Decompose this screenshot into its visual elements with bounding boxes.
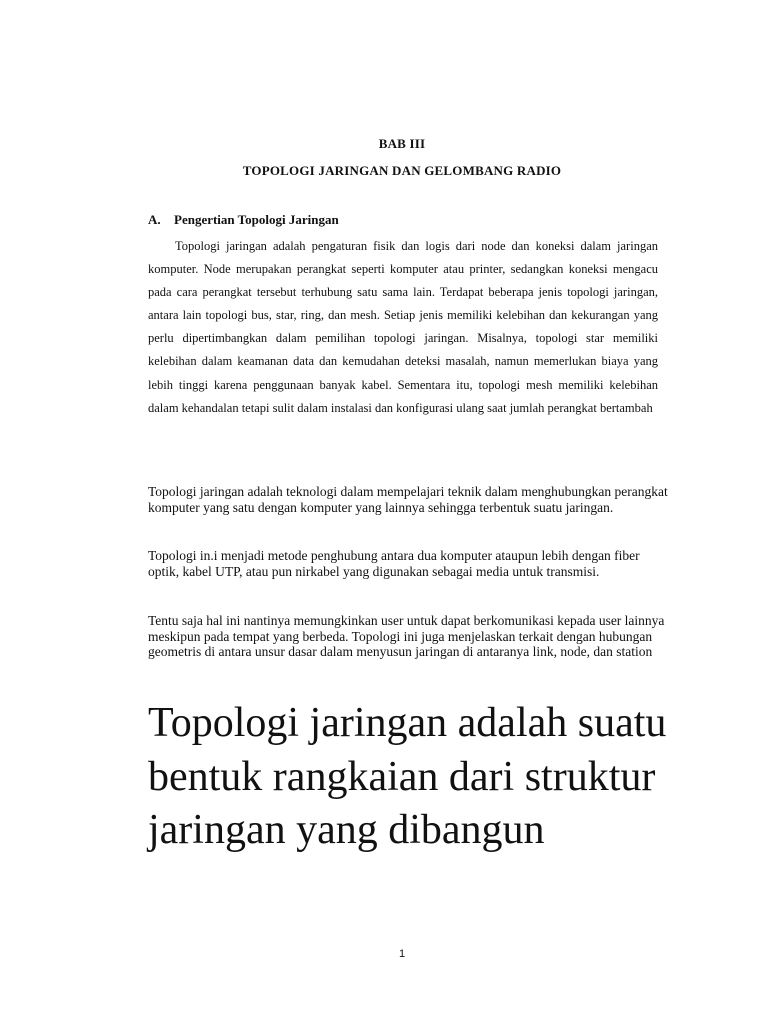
chapter-title: TOPOLOGI JARINGAN DAN GELOMBANG RADIO xyxy=(242,163,562,178)
section-number: A. xyxy=(148,212,161,227)
paragraph-connection-method: Topologi in.i menjadi metode penghubung antara dua komputer ataupun lebih dengan fiber optik, kabel UTP, atau pun nirkabel yang digunakan sebagai media untuk transmisi. xyxy=(148,548,640,579)
main-paragraph: Topologi jaringan adalah pengaturan fisik dan logis dari node dan koneksi dalam jaringan komputer. Node merupakan perangkat seperti komputer atau printer, sedangkan koneksi mengacu pada cara perangkat tersebut terhubung satu sama lain. Terdapat beberapa jenis topologi jaringan, antara lain topologi bus, star, ring, dan mesh. Setiap jenis memiliki kelebihan dan kekurangan yang perlu dipertimbangkan dalam pemilihan topologi jaringan. Misalnya, topologi star memiliki kelebihan dalam keamanan data dan kemudahan deteksi masalah, namun memerlukan biaya yang lebih tinggi karena penggunaan banyak kabel. Sementara itu, topologi mesh memiliki kelebihan dalam kehandalan tetapi sulit dalam instalasi dan konfigurasi ulang saat jumlah perangkat bertambah xyxy=(148,239,658,415)
section-title: Pengertian Topologi Jaringan xyxy=(174,212,339,227)
paragraph-definition: Topologi jaringan adalah teknologi dalam mempelajari teknik dalam menghubungkan perangkat komputer yang satu dengan komputer yang lainnya sehingga terbentuk suatu jaringan. xyxy=(148,484,668,515)
paragraph-communication: Tentu saja hal ini nantinya memungkinkan user untuk dapat berkomunikasi kepada user lainnya meskipun pada tempat yang berbeda. Topologi ini juga menjelaskan terkait dengan hubungan geometris di antara unsur dasar dalam menyusun jaringan di antaranya link, node, dan station xyxy=(148,613,665,660)
large-definition-text: Topologi jaringan adalah suatu bentuk rangkaian dari struktur jaringan yang dibangun xyxy=(148,700,667,853)
chapter-label: BAB III xyxy=(378,136,426,151)
page-number: 1 xyxy=(398,948,406,960)
section-heading xyxy=(148,212,339,228)
